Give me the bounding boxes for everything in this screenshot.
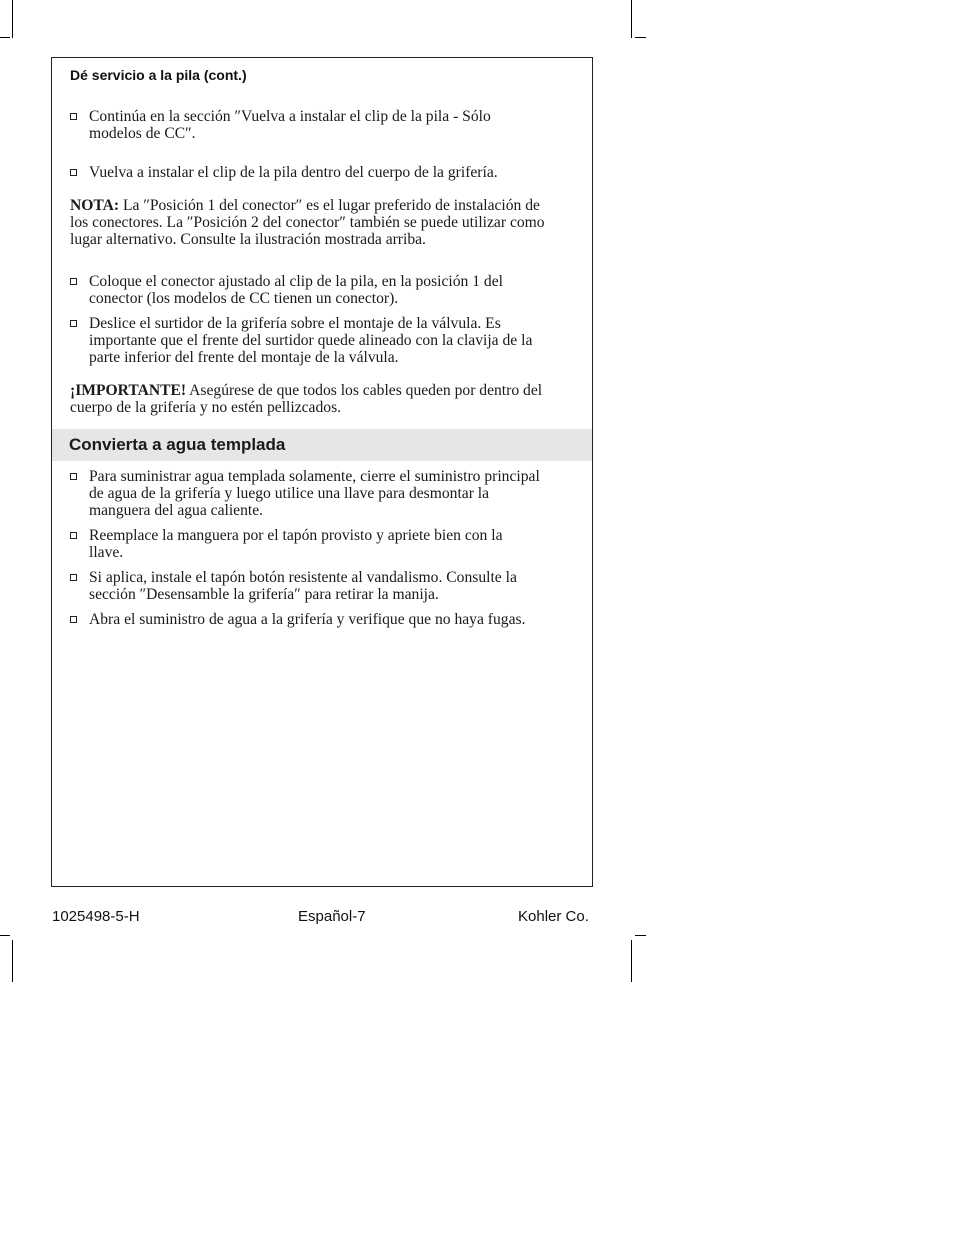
step-text: Reemplace la manguera por el tapón provisto y apriete bien con la llave.	[89, 527, 503, 561]
note-paragraph	[70, 197, 560, 248]
section-continued-title: Dé servicio a la pila (cont.)	[70, 67, 247, 83]
step-item	[70, 273, 540, 307]
checkbox-icon	[70, 169, 77, 176]
crop-mark	[0, 37, 10, 38]
important-text: Asegúrese de que todos los cables queden por dentro del cuerpo de la grifería y no estén pellizcados.	[70, 382, 543, 416]
step-item	[70, 527, 540, 561]
step-text: Vuelva a instalar el clip de la pila dentro del cuerpo de la grifería.	[89, 164, 498, 181]
crop-mark	[12, 940, 13, 982]
step-text: Deslice el surtidor de la grifería sobre el montaje de la válvula. Es importante que el frente del surtidor quede alineado con la clavija de la parte inferior del frente del montaje de la válvula.	[89, 315, 533, 366]
checkbox-icon	[70, 532, 77, 539]
important-label: ¡IMPORTANTE!	[70, 382, 187, 399]
checkbox-icon	[70, 574, 77, 581]
step-text: Continúa en la sección ″Vuelva a instalar el clip de la pila - Sólo modelos de CC″.	[89, 108, 491, 142]
crop-mark	[631, 940, 632, 982]
step-text: Abra el suministro de agua a la grifería y verifique que no haya fugas.	[89, 611, 526, 628]
step-item	[70, 468, 540, 519]
checkbox-icon	[70, 616, 77, 623]
step-text: Si aplica, instale el tapón botón resistente al vandalismo. Consulte la sección ″Desensamble la grifería″ para retirar la manija.	[89, 569, 517, 603]
crop-mark	[635, 37, 646, 38]
section-header	[52, 429, 592, 461]
crop-mark	[631, 0, 632, 38]
step-item	[70, 108, 540, 142]
footer-page-number: Español-7	[298, 908, 366, 925]
step-item	[70, 164, 540, 181]
checkbox-icon	[70, 320, 77, 327]
crop-mark	[0, 935, 10, 936]
step-item	[70, 315, 540, 366]
step-item	[70, 611, 540, 628]
footer-doc-number: 1025498-5-H	[52, 908, 140, 925]
checkbox-icon	[70, 473, 77, 480]
crop-mark	[635, 935, 646, 936]
checkbox-icon	[70, 278, 77, 285]
crop-mark	[12, 0, 13, 38]
footer-company: Kohler Co.	[518, 908, 589, 925]
step-text: Para suministrar agua templada solamente, cierre el suministro principal de agua de la grifería y luego utilice una llave para desmontar la manguera del agua caliente.	[89, 468, 540, 519]
checkbox-icon	[70, 113, 77, 120]
note-text: La ″Posición 1 del conector″ es el lugar preferido de instalación de los conectores. La ″Posición 2 del conector″ también se puede utilizar como lugar alternativo. Consulte la ilustración mostrada arriba.	[70, 197, 545, 248]
note-label: NOTA:	[70, 197, 120, 214]
section-title: Convierta a agua templada	[69, 435, 286, 454]
content-frame	[51, 57, 593, 887]
step-text: Coloque el conector ajustado al clip de la pila, en la posición 1 del conector (los modelos de CC tienen un conector).	[89, 273, 503, 307]
step-item	[70, 569, 540, 603]
important-paragraph	[70, 382, 560, 416]
